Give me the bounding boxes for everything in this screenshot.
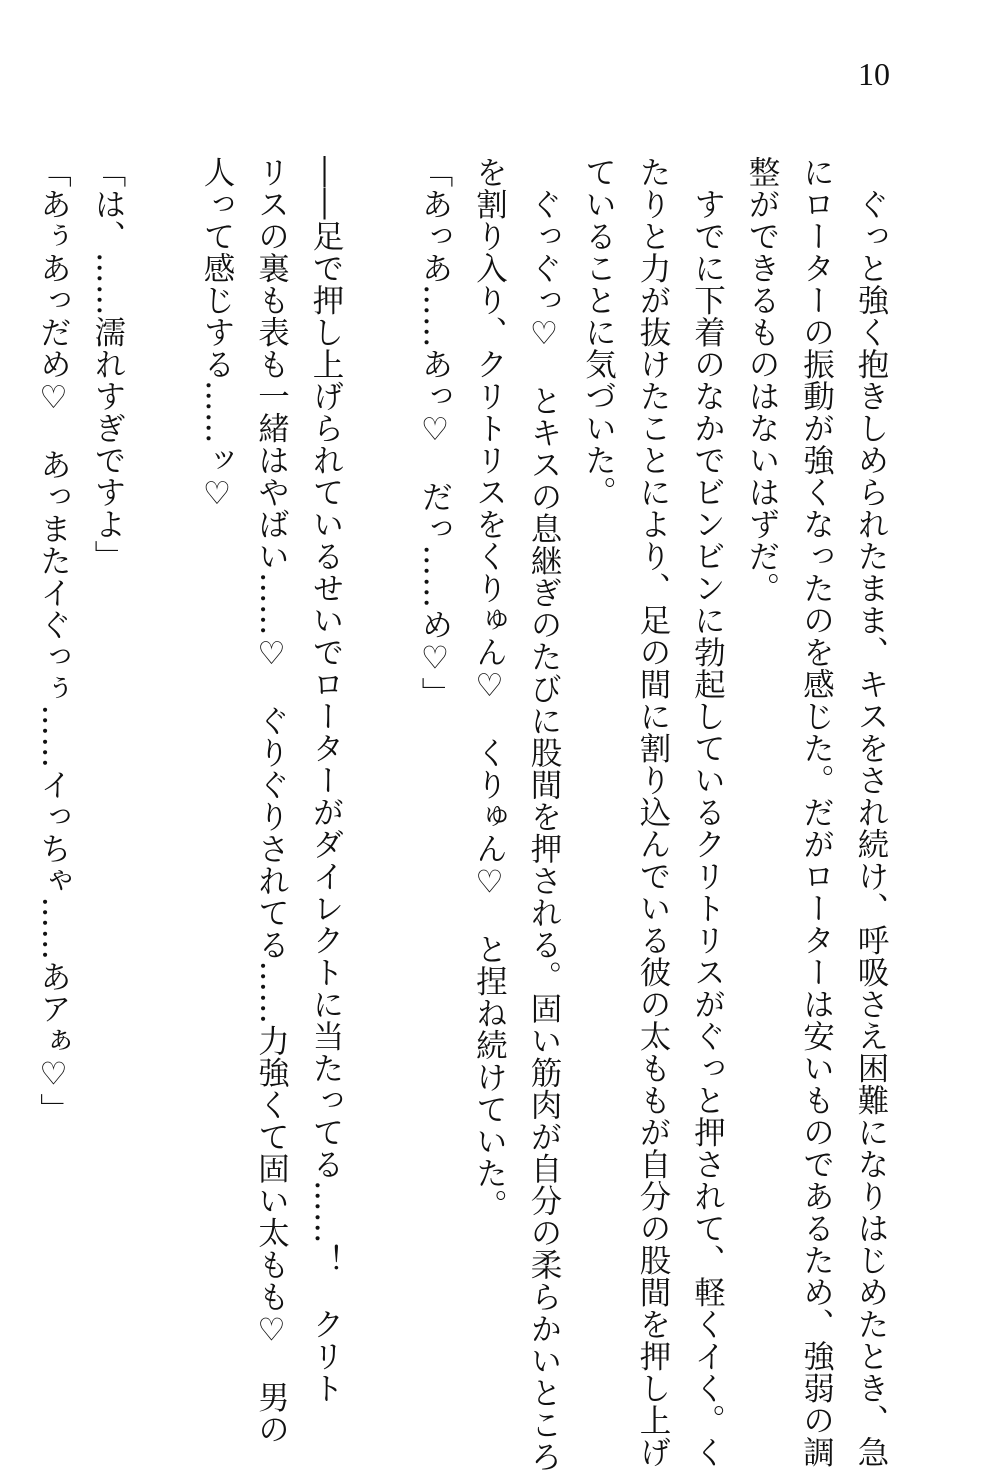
- blank-line: [135, 156, 190, 1316]
- text-line: ――足で押し上げられているせいでローターがダイレクトに当たってる……！ クリト: [308, 156, 344, 1404]
- text-line: たりと力が抜けたことにより、足の間に割り込んでいる彼の太ももが自分の股間を押し上げ: [635, 156, 671, 1468]
- text-line: リスの裏も表も一緒はやばい……♡ ぐりぐりされてる……力強くて固い太もも♡ 男の: [253, 156, 290, 1445]
- page-number: 10: [858, 56, 890, 92]
- text-line: 整ができるものはないはずだ。: [744, 156, 780, 604]
- dialogue-line: 「は、……濡れすぎですよ」: [90, 156, 126, 572]
- blank-line: [353, 156, 408, 1316]
- dialogue-line: 「あっあ……あっ♡ だっ……め♡」: [417, 156, 453, 709]
- text-line: 人って感じする……ッ♡: [199, 156, 235, 513]
- body-text: [26, 156, 898, 1473]
- text-line: にローターの振動が強くなったのを感じた。だがローターは安いものであるため、強弱の調: [798, 156, 835, 1468]
- text-line: ぐっぐっ♡ とキスの息継ぎのたびに股間を押される。固い筋肉が自分の柔らかいところ: [526, 156, 562, 1473]
- text-line: すでに下着のなかでビンビンに勃起しているクリトリスがぐっと押されて、軽くイく。く: [689, 156, 726, 1468]
- text-line: ぐっと強く抱きしめられたまま、キスをされ続け、呼吸さえ困難になりはじめたとき、急: [853, 156, 889, 1468]
- dialogue-line: 「あぅあっだめ♡ あっまたイぐっぅ……イっちゃ……あアぁ♡」: [35, 156, 72, 1125]
- text-line: ていることに気づいた。: [580, 156, 617, 508]
- text-line: を割り入り、クリトリスをくりゅん♡ くりゅん♡ と捏ね続けていた。: [471, 156, 508, 1221]
